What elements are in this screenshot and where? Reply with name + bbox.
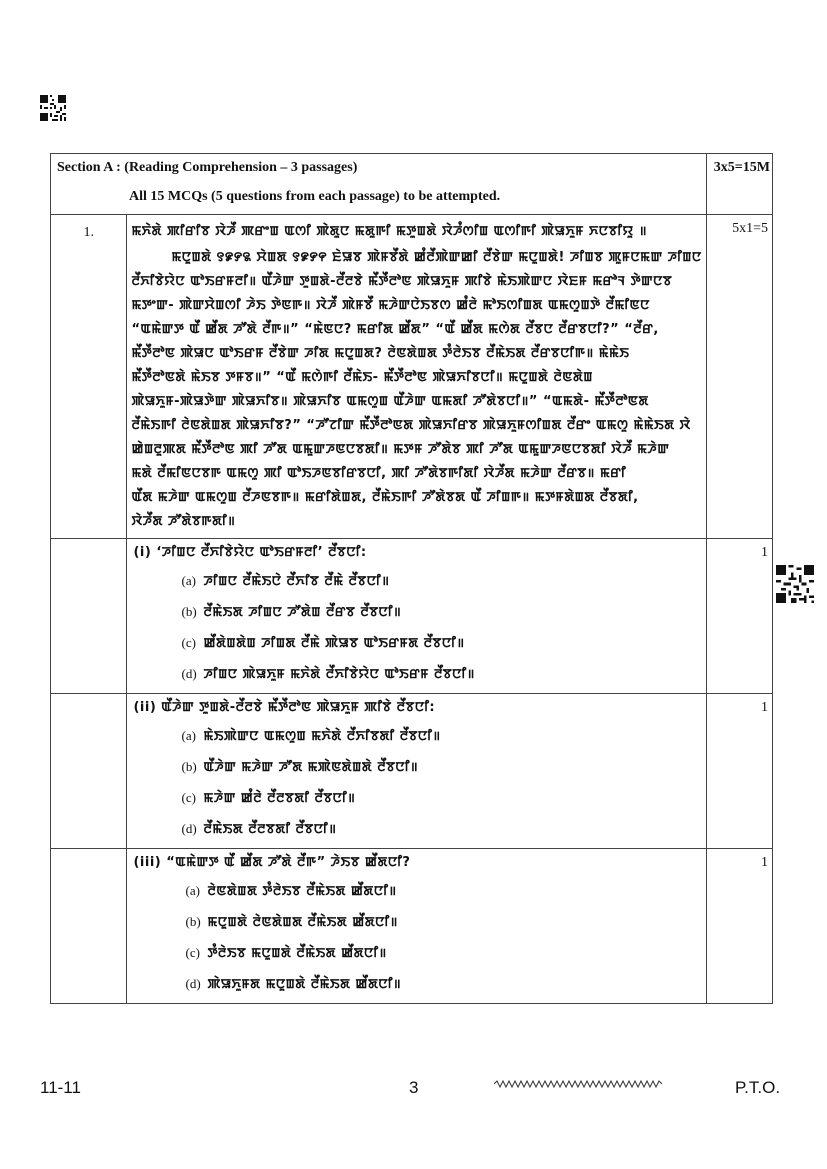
- empty-cell: [51, 694, 127, 849]
- option: [133, 596, 699, 627]
- option-text: ꯀꯩꯗꯥꯡꯗꯥꯡ ꯍꯤꯡꯗ ꯂꯩꯃꯥ ꯄꯥꯎꯕ ꯑꯣꯏꯔꯝꯗ ꯂꯩꯕꯅꯤ॥: [203, 636, 465, 651]
- paper-code: 11-11: [40, 1078, 81, 1097]
- option: [133, 906, 699, 937]
- empty-cell: [51, 539, 127, 694]
- option-label: (a): [181, 572, 196, 588]
- option-label: (d): [185, 975, 201, 991]
- please-turn-over: P.T.O.: [735, 1078, 781, 1097]
- option: [133, 565, 699, 596]
- option-label: (d): [181, 665, 197, 681]
- sub-question-stem: (ii) ꯑꯩꯍꯥꯛ ꯇꯨꯡꯗꯥ-ꯂꯩꯂꯕꯥ ꯃꯩꯇꯩꯂꯣꯟ ꯄꯥꯎꯈꯨꯝ ꯄꯤꯕꯥ ꯂꯩꯕꯅꯤ:: [133, 700, 436, 715]
- option-text: ꯃꯥꯏꯄꯥꯛꯅ ꯑꯃꯁꯨꯡ ꯃꯈꯥꯗꯥ ꯂꯩꯈꯤꯕꯗꯤ ꯂꯩꯕꯅꯤ॥: [203, 729, 441, 744]
- passage-line: “ꯑꯃꯥꯛꯇ ꯑꯩ ꯀꯩꯗ ꯍꯧꯗꯥ ꯂꯩꯒ॥” “ꯃꯥꯟꯅ? ꯃꯔꯤꯗ ꯀꯩꯗ” “ꯑꯩ ꯀꯩꯗ ꯃꯁꯥꯗ ꯂꯩꯕꯅ ꯂꯩꯔꯕꯅꯤ?” “ꯂꯩꯔ,: [131, 322, 659, 337]
- sub-question-marks: 1: [706, 849, 772, 1004]
- option-text: ꯄꯥꯎꯈꯨꯝꯗ ꯃꯅꯨꯡꯗꯥ ꯂꯩꯃꯥꯏꯗ ꯀꯩꯗꯅꯤ॥: [207, 977, 402, 992]
- option: [133, 720, 699, 751]
- wavy-line-icon: [494, 1074, 662, 1094]
- passage-line: ꯋꯥꯍꯩꯗ ꯍꯧꯗꯥꯕꯒꯗꯤ॥: [131, 514, 236, 529]
- option-text: ꯂꯩꯃꯥꯏꯗ ꯍꯤꯡꯅ ꯍꯧꯗꯥꯡ ꯂꯩꯔꯕ ꯂꯩꯕꯅꯤ॥: [203, 605, 402, 620]
- option: [133, 627, 699, 658]
- sub-question-row: [51, 539, 773, 694]
- passage-line: ꯃꯩꯇꯩꯂꯣꯟ ꯄꯥꯎꯅ ꯑꯣꯏꯔꯝ ꯂꯩꯕꯥꯛ ꯍꯤꯗ ꯃꯅꯨꯡꯗ? ꯂꯥꯟꯗꯥꯡꯗ ꯇꯪꯂꯥꯏꯕ ꯂꯩꯃꯥꯏꯗ ꯂꯩꯔꯕꯅꯤꯒ॥ ꯃꯥꯃꯥꯏ: [131, 346, 630, 361]
- passage: [127, 215, 706, 539]
- option: [133, 968, 699, 999]
- passage-line: ꯂꯩꯈꯤꯕꯥꯌꯥꯅ ꯑꯣꯏꯔꯝꯂꯤ॥ ꯑꯩꯍꯥꯛ ꯇꯨꯡꯗꯥ-ꯂꯩꯂꯕꯥ ꯃꯩꯇꯩꯂꯣꯟ ꯄꯥꯎꯈꯨꯝ ꯄꯤꯕꯥ ꯃꯥꯏꯄꯥꯛꯅ ꯋꯥꯐꯝ ꯃꯔꯣꯜ ꯇꯥꯛꯅꯕ: [131, 274, 673, 289]
- option-text: ꯂꯥꯟꯗꯥꯡꯗ ꯇꯪꯂꯥꯏꯕ ꯂꯩꯃꯥꯏꯗ ꯀꯩꯗꯅꯤ॥: [207, 884, 397, 899]
- sub-question: [127, 849, 706, 1004]
- option-text: ꯍꯤꯡꯅ ꯂꯩꯃꯥꯏꯅꯥ ꯂꯩꯈꯤꯕ ꯂꯩꯃꯥ ꯂꯩꯕꯅꯤ॥: [203, 574, 390, 589]
- option-label: (c): [181, 789, 196, 805]
- option-text: ꯃꯍꯥꯛ ꯀꯪꯂꯥ ꯂꯩꯂꯕꯗꯤ ꯂꯩꯕꯅꯤ॥: [203, 791, 356, 806]
- option-text: ꯍꯤꯡꯅ ꯄꯥꯎꯈꯨꯝ ꯃꯈꯥꯗꯥ ꯂꯩꯈꯤꯕꯥꯌꯥꯅ ꯑꯣꯏꯔꯝ ꯂꯩꯕꯅꯤ॥: [203, 667, 475, 682]
- passage-line: ꯑꯩꯗ ꯃꯍꯥꯛ ꯑꯃꯁꯨꯡ ꯂꯩꯍꯟꯕꯒ॥ ꯃꯔꯤꯗꯥꯡꯗ, ꯂꯩꯃꯥꯏꯒꯤ ꯍꯧꯗꯥꯕꯗ ꯑꯩ ꯍꯤꯡꯒ॥ ꯃꯇꯝꯗꯥꯡꯗ ꯂꯩꯕꯗꯤ,: [131, 490, 639, 505]
- option: [133, 937, 699, 968]
- option: [133, 813, 699, 844]
- option-label: (c): [185, 944, 200, 960]
- option-label: (b): [181, 758, 197, 774]
- option-label: (a): [181, 727, 196, 743]
- passage-line: ꯄꯥꯎꯈꯨꯝ-ꯄꯥꯎꯇꯥꯛ ꯄꯥꯎꯈꯤꯕ॥ ꯄꯥꯎꯈꯤꯕ ꯑꯃꯁꯨꯡ ꯑꯩꯍꯥꯛ ꯑꯃꯗꯤ ꯍꯧꯗꯥꯕꯅꯤ॥” “ꯑꯃꯗꯥ- ꯃꯩꯇꯩꯂꯣꯟꯗ: [131, 394, 649, 409]
- option: [133, 875, 699, 906]
- question-marks: 5x1=5: [706, 215, 772, 539]
- passage-instruction: ꯃꯈꯥꯗꯥ ꯄꯤꯔꯤꯕ ꯋꯥꯍꯩ ꯄꯔꯦꯡ ꯑꯁꯤ ꯄꯥꯗꯨꯅ ꯃꯗꯨꯒꯤ ꯃꯇꯨꯡꯗꯥ ꯋꯥꯍꯪꯁꯤꯡ ꯑꯁꯤꯒꯤ ꯄꯥꯎꯈꯨꯝ ꯈꯅꯕꯤꯌꯨ ॥: [131, 224, 647, 239]
- sub-question: [127, 539, 706, 694]
- option: [133, 751, 699, 782]
- empty-cell: [51, 849, 127, 1004]
- sub-question-marks: 1: [706, 694, 772, 849]
- sub-question-row: [51, 694, 773, 849]
- question-table: [50, 153, 773, 1004]
- section-instructions: All 15 MCQs (5 questions from each passage) to be attempted.: [129, 189, 501, 204]
- passage-line: ꯂꯩꯃꯥꯏꯒꯤ ꯂꯥꯟꯗꯥꯡꯗ ꯄꯥꯎꯈꯤꯕ?” “ꯍꯧꯖꯤꯛ ꯃꯩꯇꯩꯂꯣꯟꯗ ꯄꯥꯎꯈꯤꯔꯕ ꯄꯥꯎꯈꯨꯝꯁꯤꯡꯗ ꯂꯩꯔꯦ ꯑꯃꯁꯨ ꯃꯥꯃꯥꯏꯗ ꯋꯥ: [131, 418, 691, 433]
- option-label: (b): [185, 913, 201, 929]
- passage-row: [51, 215, 773, 539]
- passage-line: ꯀꯥꯡꯂꯨꯄꯗ ꯃꯩꯇꯩꯂꯣꯟ ꯄꯤ ꯍꯧꯗ ꯑꯃꯨꯛꯍꯟꯅꯕꯗꯤ॥ ꯃꯇꯝ ꯍꯧꯗꯥꯕ ꯄꯤ ꯍꯧꯗ ꯑꯃꯨꯛꯍꯟꯅꯕꯗꯤ ꯋꯥꯍꯩ ꯃꯍꯥꯛ: [131, 442, 670, 457]
- section-header-row: [51, 154, 773, 215]
- option-text: ꯃꯅꯨꯡꯗꯥ ꯂꯥꯟꯗꯥꯡꯗ ꯂꯩꯃꯥꯏꯗ ꯀꯩꯗꯅꯤ॥: [207, 915, 398, 930]
- option: [133, 782, 699, 813]
- sub-question-stem: (i) ‘ꯍꯤꯡꯅ ꯂꯩꯈꯤꯕꯥꯌꯥꯅ ꯑꯣꯏꯔꯝꯂꯤ’ ꯂꯩꯕꯅꯤ:: [133, 545, 367, 560]
- sub-question-row: [51, 849, 773, 1004]
- option-label: (c): [181, 634, 196, 650]
- passage-line: ꯃꯩꯇꯩꯂꯣꯟꯗꯥ ꯃꯥꯏꯕ ꯇꯝꯕ॥” “ꯑꯩ ꯃꯁꯥꯒꯤ ꯂꯩꯃꯥꯏ- ꯃꯩꯇꯩꯂꯣꯟ ꯄꯥꯎꯈꯤꯕꯅꯤ॥ ꯃꯅꯨꯡꯗꯥ ꯂꯥꯟꯗꯥꯡ: [131, 370, 593, 385]
- section-header: [51, 154, 707, 215]
- option-label: (d): [181, 820, 197, 836]
- option-text: ꯂꯩꯃꯥꯏꯗ ꯂꯩꯂꯕꯗꯤ ꯂꯩꯕꯅꯤ॥: [203, 822, 337, 837]
- section-title: Section A : (Reading Comprehension – 3 passages): [57, 160, 358, 175]
- sub-question-stem: (iii) “ꯑꯃꯥꯛꯇ ꯑꯩ ꯀꯩꯗ ꯍꯧꯗꯥ ꯂꯩꯒ” ꯍꯥꯏꯕ ꯀꯩꯗꯅꯤ?: [133, 855, 411, 870]
- qr-code-side: [776, 565, 814, 603]
- option-label: (b): [181, 603, 197, 619]
- sub-question: [127, 694, 706, 849]
- qr-code: [40, 95, 66, 121]
- passage-text: [131, 246, 701, 534]
- passage-line: ꯃꯗꯥ ꯂꯩꯃꯤꯟꯅꯕꯒ ꯑꯃꯁꯨ ꯄꯤ ꯑꯣꯏꯍꯟꯕꯤꯔꯕꯅꯤ, ꯄꯤ ꯍꯧꯗꯥꯕꯒꯤꯗꯤ ꯋꯥꯍꯩꯗ ꯃꯍꯥꯛ ꯂꯩꯔꯕ॥ ꯃꯔꯤ: [131, 466, 627, 481]
- passage-line: ꯃꯅꯨꯡꯗꯥ ꯱꯹꯸꯲ ꯆꯥꯡꯗ ꯱꯹꯸꯵ ꯐꯥꯎꯕ ꯄꯥꯝꯕꯩꯗꯥ ꯀꯪꯂꯩꯄꯥꯛꯀꯤ ꯂꯩꯕꯥꯛ ꯃꯅꯨꯡꯗꯥ! ꯍꯤꯡꯕ ꯄꯨꯝꯅꯃꯛ ꯍꯤꯡꯅ: [171, 250, 702, 265]
- option: [133, 658, 699, 689]
- option-text: ꯑꯩꯍꯥꯛ ꯃꯍꯥꯛ ꯍꯧꯗ ꯃꯄꯥꯟꯗꯥꯡꯗꯥ ꯂꯩꯕꯅꯤ॥: [203, 760, 419, 775]
- sub-question-marks: 1: [706, 539, 772, 694]
- question-number: 1.: [51, 215, 127, 539]
- option-text: ꯇꯪꯂꯥꯏꯕ ꯃꯅꯨꯡꯗꯥ ꯂꯩꯃꯥꯏꯗ ꯀꯩꯗꯅꯤ॥: [207, 946, 387, 961]
- passage-line: ꯃꯇꯦꯛ- ꯄꯥꯛꯆꯥꯡꯁꯤ ꯍꯥꯏ ꯇꯥꯟꯒ॥ ꯋꯥꯍꯩ ꯄꯥꯝꯕꯩ ꯃꯍꯥꯛꯅꯥꯏꯕꯁ ꯀꯪꯂꯥ ꯃꯣꯏꯁꯤꯡꯗ ꯑꯃꯁꯨꯡꯇꯥ ꯂꯩꯃꯤꯟꯅ: [131, 298, 650, 313]
- option-label: (a): [185, 882, 200, 898]
- page-number: 3: [409, 1078, 419, 1097]
- section-marks: 3x5=15M: [706, 154, 772, 215]
